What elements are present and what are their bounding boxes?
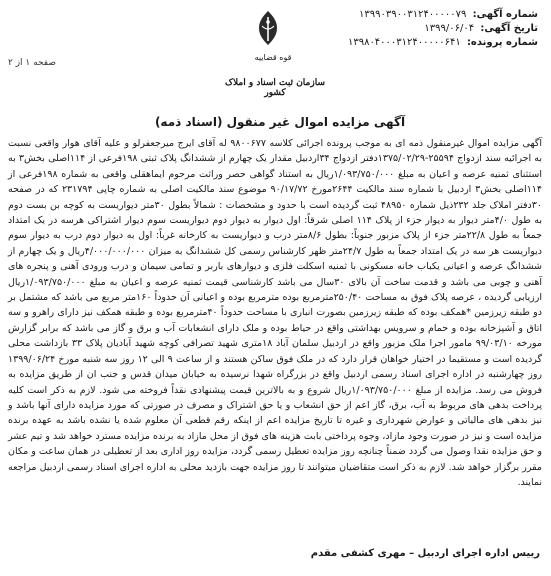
ad-number-value: ۱۳۹۹۰۳۹۰۰۳۱۲۴۰۰۰۰۰۷۹ — [358, 9, 467, 20]
ad-number-row — [300, 8, 538, 22]
ad-date-label: تاریخ آگهی: — [480, 23, 538, 34]
signature-line: رییس اداره اجرای اردبیل – مهری کشفی مقدم — [310, 548, 540, 559]
emblem-icon — [250, 8, 286, 48]
ad-number-label: شماره آگهی: — [472, 9, 538, 20]
ad-body-paragraph: آگهی مزایده اموال غیرمنقول ذمه ای به موجب پرونده اجرائی کلاسه ۹۸۰۰۶۷۷ له آقای ایرج میرجعفرلو و علیه آقای هوار واقعی نسبت به اجرائیه سند ازدواج ۲۵۵۹۴-۱۳۷۵/۰۲/۲۹دفتر ازدواج ۳۴اردبیل مقدار یک چهارم از ششدانگ پلاک ثبتی ۱۹۸فرعی از ۱۱۴اصلی بخش۳ به استثنای ثمنیه عرصه و اعیان به مبلغ ۱/۰۹۳/۷۵۰/۰۰۰ریال به استناد گواهی حصر وراثت مرحوم ایماهقلی واقعی به شماره ۱۹۸فرعی از ۱۱۴اصلی بخش۳ اردبیل با شماره سند مالکیت ۲۶۴۴مورخ ۹۰/۱۷/۷۲ موضوع سند مالکیت اصلی به شماره چاپی ۲۳۱۷۹۴ که در صفحه ۳۰دفتر املاک جلد ۲۳۲ذیل شماره ۴۸۹۵۰ ثبت گردیده است با حدود و مشخصات : شمالاً بطول ۳۰متر دیواریست به کوچه بن بست دوم به طول ۴/۰متر دیوار به دیوار جزء از پلاک ۱۱۴ اصلی شرقاً: اول دیوار به دیوار دوم دیواریست سوم دیوار اشتراکی هرسه در یک امتداد جمعاً به طول ۲۲/۸متر جزء از پلاک مزبور جنوباً: بطول ۸/۶متر درب و دیواریست به کارخانه غرباً: اول به دیوار دوم درب به دیوار سوم دیواریست هر سه در یک امتداد جمعاً به طول ۲۴/۷متر ظهر کارشناس رسمی کل ششدانگ به میزان ۴/۰۰۰/۰۰۰/۰۰۰ریال و یک چهارم از ششدانگ عرصه و اعیانی یکباب خانه مسکونی با ثمنیه اسکلت فلزی و دیوارهای باربر و تمامی سیمان و درب ورودی آهنی و پنجره های آهنی و چوبی می باشد و قدمت ساخت آن بالای ۳۰سال می باشد کارشناسی قیمت ثمنیه عرصه و اعیان به مبلغ ۱/۰۹۳/۷۵۰/۰۰۰ریال ارزیابی گردیده ، عرصه پلاک فوق به مساحت ۲۵۰/۴۰مترمربع بوده مترمربع بوده و اعیانی آن حدوداً ۱۶۰متر مربع می باشد که مشتمل بر دو طبقه زیرزمین *همکف بوده که طبقه زیرزمین بصورت انباری با مساحت حدوداً ۴۰مترمربع بوده و طبقه همکف نیز دارای راهرو و سه اتاق و آشپزخانه بوده و حمام و سرویس بهداشتی واقع در حیاط بوده و ملک دارای انشعابات آب و برق و گاز می باشد که برابر گزارش مورخه ۹۹/۰۳/۱۰ مامور اجرا ملک مزبور واقع در اردبیل سلمان آباد ۱۸متری شهید تصرافی کوچه شهید آبادیان پلاک ۳۳ بازداشت محلی گردیده است و مستقیما در اختیار خواهان قرار دارد که در ملک فوق ساکن هستند و از ساعت ۹ الی ۱۲ روز سه شنبه مورخ ۱۳۹۹/۰۶/۲۴ روز چهارشنبه در اداره اجرای اسناد رسمی اردبیل واقع در بزرگراه شهدا نرسیده به خیابان میدان قدس و جنب ان از طریق مزایده به فروش می رسد. مزایده از مبلغ ۱/۰۹۳/۷۵۰/۰۰۰ریال شروع و به بالاترین قیمت پیشنهادی نقداً فروخته می شود. لازم به ذکر است کلیه پرداخت بدهی های مربوط به آب، برق، گاز اعم از حق انشعاب و یا حق اشتراک و مصرف در صورتی که مورد مزایده دارای آنها باشد و نیز بدهی های مالیاتی و عوارض شهرداری و غیره تا تاریخ مزایده اعم از اینکه رقم قطعی آن معلوم شده یا نشده باشد به عهده برنده مزایده است و نیز در صورت وجود مازاد، وجوه پرداختی بابت هزینه های فوق از محل مازاد به برنده مزایده مسترد خواهد شد و تیم عشر و حق مزایده نقدا وصول می گردد ضمناً چنانچه روز مزایده تعطیل رسمی گردد، مزایده روز اداری بعد از تعطیلی در همان ساعت و مکان مقرر برگزار خواهد شد. لازم به ذکر است متقاضیان میتوانند تا روز مزایده جهت بازدید محلی به اداره اجرای اسناد رسمی اردبیل مراجعه نمایند. — [8, 138, 543, 488]
ad-title: آگهی مزایده اموال غیر منقول (اسناد ذمه) — [154, 115, 406, 129]
ad-date-value: ۱۳۹۹/۰۶/۰۴ — [424, 23, 475, 34]
case-number-row — [300, 36, 538, 50]
ad-body — [8, 136, 542, 490]
ad-date-row — [300, 22, 538, 36]
ad-metadata — [300, 8, 538, 50]
organization-name: سازمان ثبت اسناد و املاک کشور — [225, 78, 325, 98]
page-number: صفحه ۱ از ۲ — [8, 58, 56, 68]
case-number-label: شماره پرونده: — [466, 37, 538, 48]
judiciary-label: قوه قضاییه — [254, 53, 292, 62]
case-number-value: ۱۳۹۸۰۴۰۰۰۳۱۲۴۰۰۰۰۰۶۴۱ — [347, 37, 461, 48]
